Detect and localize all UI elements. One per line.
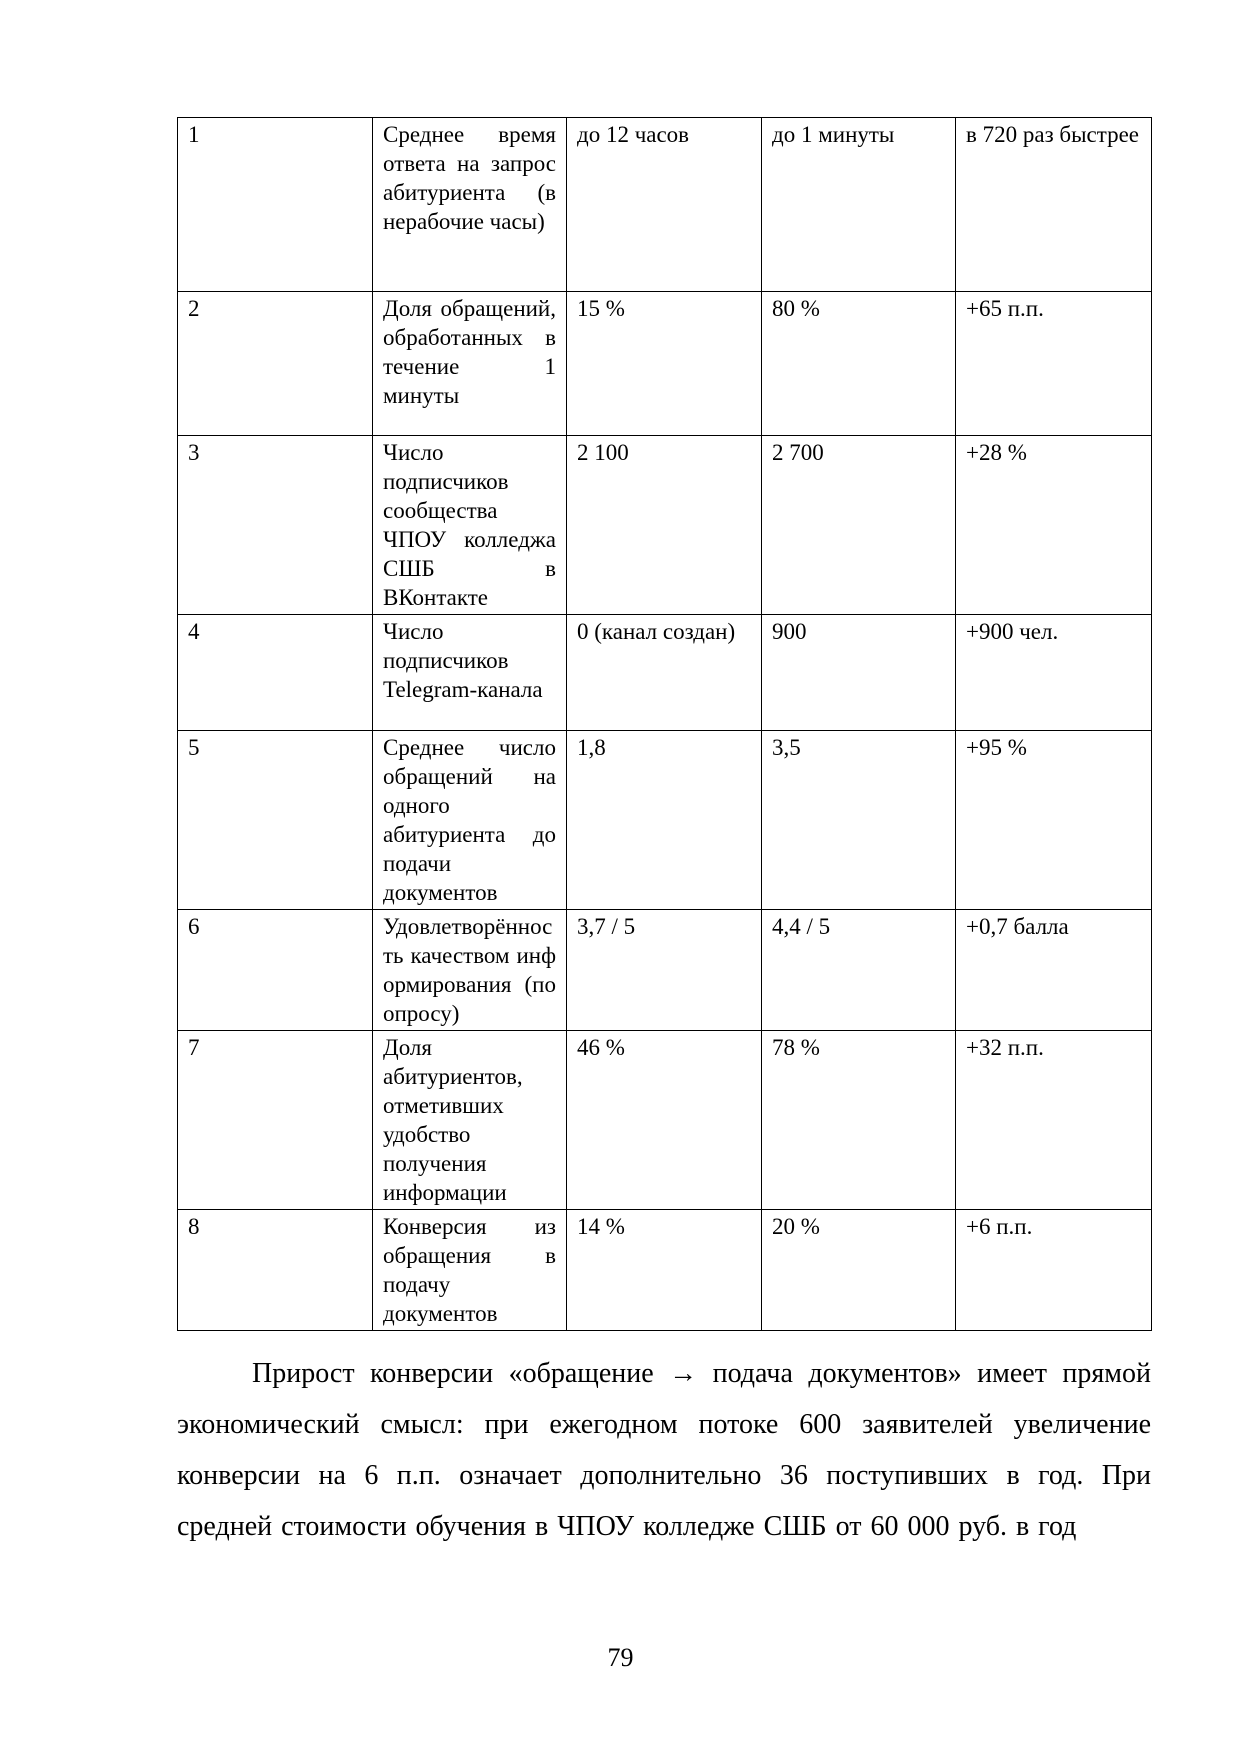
metric-name: Среднее время ответа на запрос абитуриента (в нерабочие часы) xyxy=(373,118,567,292)
row-number: 3 xyxy=(178,436,373,615)
value-after: 2 700 xyxy=(762,436,956,615)
table-row xyxy=(178,1210,1152,1331)
metric-name: Доля обращений, обработанных в течение 1 минуты xyxy=(373,292,567,436)
value-after: 900 xyxy=(762,615,956,731)
row-number: 2 xyxy=(178,292,373,436)
metric-name: Доля абитуриентов, отметивших удобство получения информации xyxy=(373,1031,567,1210)
value-after: 20 % xyxy=(762,1210,956,1331)
table-row xyxy=(178,910,1152,1031)
value-change: +0,7 балла xyxy=(956,910,1152,1031)
row-number: 7 xyxy=(178,1031,373,1210)
value-change: +6 п.п. xyxy=(956,1210,1152,1331)
value-before: 14 % xyxy=(567,1210,762,1331)
table-row xyxy=(178,292,1152,436)
value-change: в 720 раз быстрее xyxy=(956,118,1152,292)
row-number: 6 xyxy=(178,910,373,1031)
table-row xyxy=(178,731,1152,910)
row-number: 8 xyxy=(178,1210,373,1331)
value-before: 3,7 / 5 xyxy=(567,910,762,1031)
value-after: 78 % xyxy=(762,1031,956,1210)
table-row xyxy=(178,436,1152,615)
metric-name: Удовлетворённость качеством информирования (по опросу) xyxy=(373,910,567,1031)
metric-name: Среднее число обращений на одного абитуриента до подачи документов xyxy=(373,731,567,910)
body-paragraph: Прирост конверсии «обращение → подача документов» имеет прямой экономический смысл: при ежегодном потоке 600 заявителей увеличение конверсии на 6 п.п. означает дополнительно 36 поступивших в год. При средней стоимости обучения в ЧПОУ колледже СШБ от 60 000 руб. в год xyxy=(177,1358,1151,1542)
metric-name: Конверсия из обращения в подачу документов xyxy=(373,1210,567,1331)
row-number: 4 xyxy=(178,615,373,731)
value-after: 4,4 / 5 xyxy=(762,910,956,1031)
value-change: +900 чел. xyxy=(956,615,1152,731)
value-after: до 1 минуты xyxy=(762,118,956,292)
value-before: 1,8 xyxy=(567,731,762,910)
row-number: 5 xyxy=(178,731,373,910)
table-row xyxy=(178,615,1152,731)
value-change: +65 п.п. xyxy=(956,292,1152,436)
value-before: 46 % xyxy=(567,1031,762,1210)
value-after: 3,5 xyxy=(762,731,956,910)
value-before: 0 (канал создан) xyxy=(567,615,762,731)
page-number: 79 xyxy=(607,1643,634,1672)
value-change: +95 % xyxy=(956,731,1152,910)
table-row xyxy=(178,1031,1152,1210)
value-before: до 12 часов xyxy=(567,118,762,292)
value-change: +32 п.п. xyxy=(956,1031,1152,1210)
metric-name: Число подписчиков Telegram-канала xyxy=(373,615,567,731)
value-change: +28 % xyxy=(956,436,1152,615)
metrics-table xyxy=(177,117,1152,1331)
value-before: 15 % xyxy=(567,292,762,436)
value-before: 2 100 xyxy=(567,436,762,615)
table-row xyxy=(178,118,1152,292)
row-number: 1 xyxy=(178,118,373,292)
value-after: 80 % xyxy=(762,292,956,436)
metric-name: Число подписчиков сообщества ЧПОУ колледжа СШБ в ВКонтакте xyxy=(373,436,567,615)
